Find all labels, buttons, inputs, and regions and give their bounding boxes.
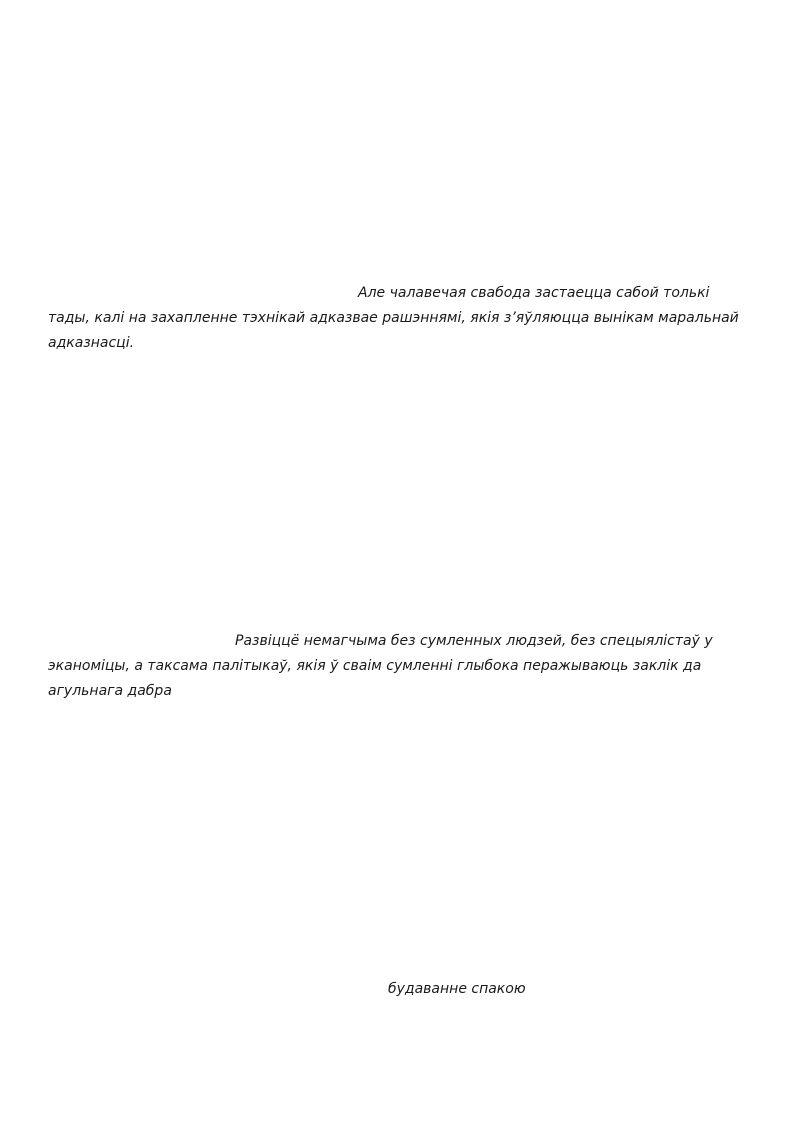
passage-1-line-2: тады, калі на захапленне тэхнікай адказвае рашэннямі, якія з’яўляюцца вынікам маральнай: [48, 310, 739, 326]
passage-1-line-1: Але чалавечая свабода застаецца сабой толькі: [358, 285, 710, 301]
passage-2-line-1: Развіццё немагчыма без сумленных людзей, без спецыялістаў у: [235, 633, 713, 649]
passage-1-line-3: адказнасці.: [48, 335, 135, 351]
caption-text: будаванне спакою: [388, 981, 526, 997]
passage-2-line-2: эканоміцы, а таксама палітыкаў, якія ў сваім сумленні глыбока перажываюць заклік да: [48, 658, 702, 674]
passage-2-line-3: агульнага дабра: [48, 683, 172, 699]
